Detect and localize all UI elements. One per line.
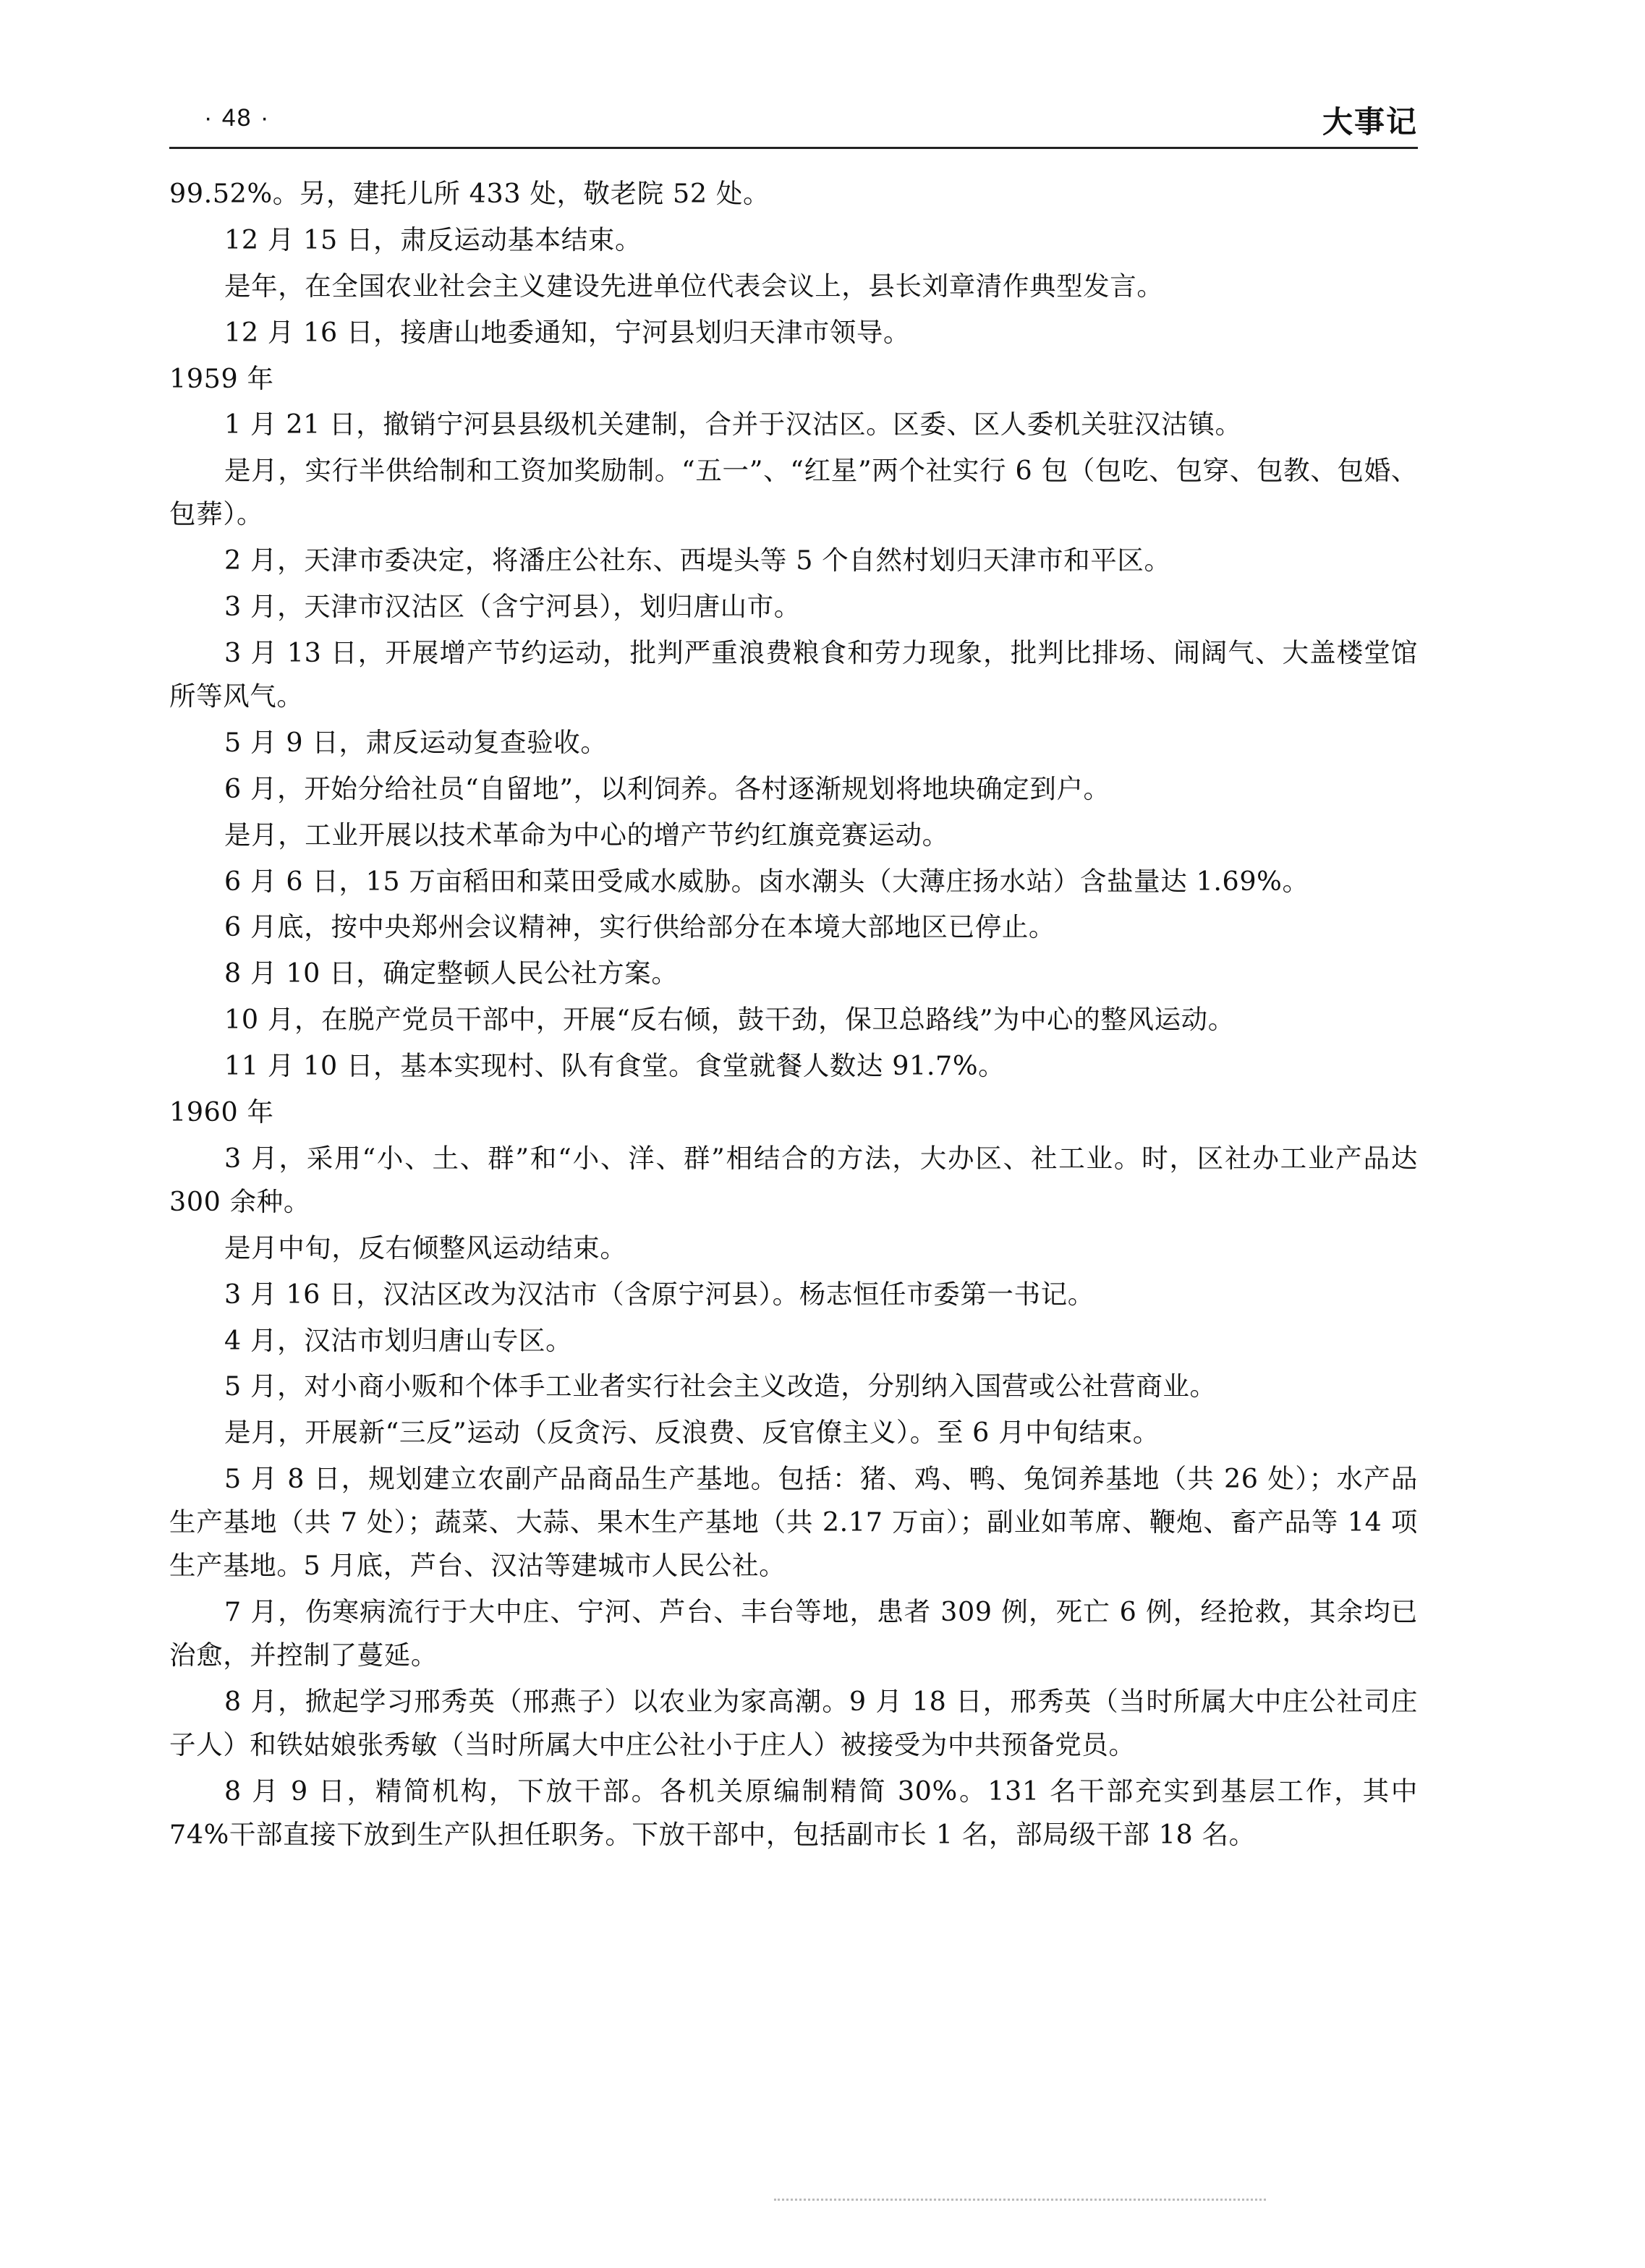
chronicle-entry: 6 月底，按中央郑州会议精神，实行供给部分在本境大部地区已停止。 xyxy=(224,911,1056,943)
chronicle-entry: 是月，实行半供给制和工资加奖励制。“五一”、“红星”两个社实行 6 包（包吃、包穿、包教、包婚、包葬）。 xyxy=(169,455,1418,530)
chronicle-entry: 是月，工业开展以技术革命为中心的增产节约红旗竞赛运动。 xyxy=(224,819,949,850)
chronicle-body xyxy=(169,172,1418,1859)
chronicle-entry: 6 月，开始分给社员“自留地”，以利饲养。各村逐渐规划将地块确定到户。 xyxy=(224,772,1110,804)
section-title: 大事记 xyxy=(1322,104,1418,140)
chronicle-entry: 5 月 8 日，规划建立农副产品商品生产基地。包括：猪、鸡、鸭、兔饲养基地（共 26 处）；水产品生产基地（共 7 处）；蔬菜、大蒜、果木生产基地（共 2.17 万亩）；副业如苇席、鞭炮、畜产品等 14 项生产基地。5 月底，芦台、汉沽等建城市人民公社。 xyxy=(169,1463,1418,1582)
chronicle-entry: 5 月，对小商小贩和个体手工业者实行社会主义改造，分别纳入国营或公社营商业。 xyxy=(224,1370,1217,1402)
paragraph-continuation: 99.52%。另，建托儿所 433 处，敬老院 52 处。 xyxy=(169,178,770,209)
chronicle-entry: 是年，在全国农业社会主义建设先进单位代表会议上，县长刘章清作典型发言。 xyxy=(224,270,1164,302)
year-heading-1960: 1960 年 xyxy=(169,1096,274,1128)
chronicle-entry: 3 月 16 日，汉沽区改为汉沽市（含原宁河县）。杨志恒任市委第一书记。 xyxy=(224,1278,1094,1310)
chronicle-entry: 3 月，天津市汉沽区（含宁河县），划归唐山市。 xyxy=(224,591,801,623)
chronicle-entry: 11 月 10 日，基本实现村、队有食堂。食堂就餐人数达 91.7%。 xyxy=(224,1050,1006,1082)
chronicle-entry: 8 月 10 日，确定整顿人民公社方案。 xyxy=(224,958,679,989)
page-number: · 48 · xyxy=(204,104,271,132)
page-header xyxy=(169,93,1418,150)
chronicle-entry: 是月，开展新“三反”运动（反贪污、反浪费、反官僚主义）。至 6 月中旬结束。 xyxy=(224,1417,1160,1449)
chronicle-entry: 3 月 13 日，开展增产节约运动，批判严重浪费粮食和劳力现象，批判比排场、闹阔气、大盖楼堂馆所等风气。 xyxy=(169,637,1418,712)
year-heading-1959: 1959 年 xyxy=(169,362,274,394)
chronicle-entry: 2 月，天津市委决定，将潘庄公社东、西堤头等 5 个自然村划归天津市和平区。 xyxy=(224,545,1171,576)
chronicle-entry: 12 月 16 日，接唐山地委通知，宁河县划归天津市领导。 xyxy=(224,316,911,348)
chronicle-entry: 4 月，汉沽市划归唐山专区。 xyxy=(224,1324,573,1356)
chronicle-entry: 5 月 9 日，肃反运动复查验收。 xyxy=(224,726,608,758)
chronicle-entry: 1 月 21 日，撤销宁河县县级机关建制，合并于汉沽区。区委、区人委机关驻汉沽镇。 xyxy=(224,409,1242,440)
chronicle-entry: 是月中旬，反右倾整风运动结束。 xyxy=(224,1232,627,1263)
chronicle-entry: 8 月，掀起学习邢秀英（邢燕子）以农业为家高潮。9 月 18 日，邢秀英（当时所属大中庄公社司庄子人）和铁姑娘张秀敏（当时所属大中庄公社小于庄人）被接受为中共预备党员。 xyxy=(169,1686,1418,1761)
chronicle-entry: 8 月 9 日，精简机构，下放干部。各机关原编制精简 30%。131 名干部充实到基层工作，其中 74%干部直接下放到生产队担任职务。下放干部中，包括副市长 1 名，部局级干部 18 名。 xyxy=(169,1775,1418,1850)
header-divider xyxy=(169,147,1418,149)
chronicle-entry: 12 月 15 日，肃反运动基本结束。 xyxy=(224,223,642,255)
chronicle-entry: 3 月，采用“小、土、群”和“小、洋、群”相结合的方法，大办区、社工业。时，区社办工业产品达 300 余种。 xyxy=(169,1142,1418,1217)
chronicle-entry: 10 月，在脱产党员干部中，开展“反右倾，鼓干劲，保卫总路线”为中心的整风运动。 xyxy=(224,1004,1235,1036)
chronicle-entry: 6 月 6 日，15 万亩稻田和菜田受咸水威胁。卤水潮头（大薄庄扬水站）含盐量达 1.69%。 xyxy=(224,865,1309,897)
scan-artifact-line xyxy=(774,2199,1266,2201)
chronicle-entry: 7 月，伤寒病流行于大中庄、宁河、芦台、丰台等地，患者 309 例，死亡 6 例，经抢救，其余均已治愈，并控制了蔓延。 xyxy=(169,1596,1418,1671)
